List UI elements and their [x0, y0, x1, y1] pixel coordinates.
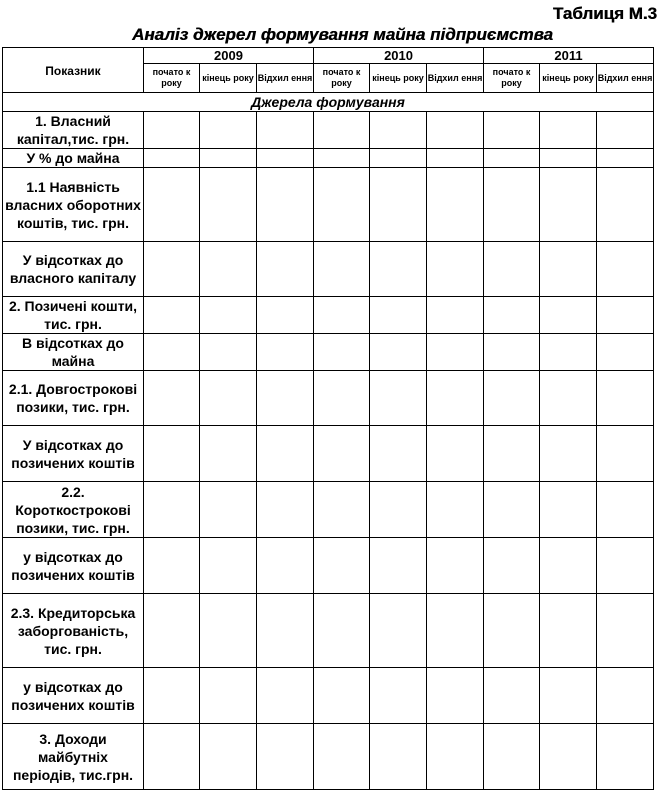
table-cell[interactable] [200, 668, 257, 724]
table-cell[interactable] [484, 482, 540, 538]
table-cell[interactable] [597, 334, 654, 371]
table-row [3, 149, 654, 168]
table-cell[interactable] [484, 149, 540, 168]
table-cell[interactable] [144, 371, 200, 426]
table-cell[interactable] [314, 538, 370, 594]
table-cell[interactable] [484, 594, 540, 668]
table-cell[interactable] [484, 724, 540, 790]
row-label: У відсотках до власного капіталу [3, 242, 144, 297]
table-cell[interactable] [597, 426, 654, 482]
row-label: у відсотках до позичених коштів [3, 668, 144, 724]
table-cell[interactable] [200, 482, 257, 538]
table-cell[interactable] [200, 168, 257, 242]
row-label: У відсотках до позичених коштів [3, 426, 144, 482]
table-row [3, 168, 654, 242]
start-of-year-header: почато к року [484, 64, 540, 93]
year-header: 2009 [144, 48, 314, 64]
table-cell[interactable] [314, 112, 370, 149]
table-number: Таблиця М.3 [552, 4, 657, 23]
table-cell[interactable] [314, 371, 370, 426]
table-cell[interactable] [144, 426, 200, 482]
row-label: 2.3. Кредиторська заборгованість, тис. грн. [3, 594, 144, 668]
deviation-header: Відхил ення [427, 64, 484, 93]
table-cell[interactable] [540, 334, 597, 371]
table-cell[interactable] [540, 538, 597, 594]
table-cell[interactable] [257, 297, 314, 334]
table-cell[interactable] [200, 594, 257, 668]
table-cell[interactable] [540, 482, 597, 538]
table-cell[interactable] [200, 297, 257, 334]
table-cell[interactable] [200, 538, 257, 594]
table-cell[interactable] [427, 724, 484, 790]
table-cell[interactable] [144, 724, 200, 790]
table-cell[interactable] [314, 297, 370, 334]
deviation-header: Відхил ення [257, 64, 314, 93]
table-cell[interactable] [314, 668, 370, 724]
table-row [3, 297, 654, 334]
table-cell[interactable] [427, 594, 484, 668]
table-cell[interactable] [484, 538, 540, 594]
table-cell[interactable] [427, 482, 484, 538]
table-cell[interactable] [314, 426, 370, 482]
table-cell[interactable] [314, 594, 370, 668]
end-of-year-header: кінець року [540, 64, 597, 93]
table-cell[interactable] [484, 242, 540, 297]
row-label: 1.1 Наявність власних оборотних коштів, тис. грн. [3, 168, 144, 242]
table-cell[interactable] [484, 426, 540, 482]
table-cell[interactable] [144, 482, 200, 538]
table-cell[interactable] [427, 668, 484, 724]
table-cell[interactable] [370, 482, 427, 538]
section-row [3, 93, 654, 112]
table-cell[interactable] [540, 668, 597, 724]
table-cell[interactable] [144, 297, 200, 334]
row-label: у відсотках до позичених коштів [3, 538, 144, 594]
table-cell[interactable] [540, 297, 597, 334]
table-row [3, 482, 654, 538]
table-cell[interactable] [200, 724, 257, 790]
table-cell[interactable] [540, 724, 597, 790]
table-row [3, 538, 654, 594]
table-cell[interactable] [597, 668, 654, 724]
table-cell[interactable] [597, 297, 654, 334]
table-cell[interactable] [484, 168, 540, 242]
table-title: Аналіз джерел формування майна підприємства [132, 25, 553, 44]
table-cell[interactable] [200, 426, 257, 482]
table-cell[interactable] [314, 149, 370, 168]
table-cell[interactable] [484, 112, 540, 149]
table-cell[interactable] [144, 149, 200, 168]
table-cell[interactable] [540, 371, 597, 426]
table-cell[interactable] [484, 668, 540, 724]
row-label: 2.2. Короткострокові позики, тис. грн. [3, 482, 144, 538]
table-cell[interactable] [257, 371, 314, 426]
table-cell[interactable] [540, 594, 597, 668]
table-cell[interactable] [484, 334, 540, 371]
table-cell[interactable] [597, 242, 654, 297]
table-cell[interactable] [257, 112, 314, 149]
table-cell[interactable] [200, 334, 257, 371]
table-cell[interactable] [427, 371, 484, 426]
table-cell[interactable] [427, 538, 484, 594]
table-cell[interactable] [257, 334, 314, 371]
table-cell[interactable] [314, 168, 370, 242]
table-cell[interactable] [314, 724, 370, 790]
table-cell[interactable] [257, 168, 314, 242]
table-cell[interactable] [314, 242, 370, 297]
table-cell[interactable] [540, 168, 597, 242]
table-row [3, 426, 654, 482]
table-cell[interactable] [314, 482, 370, 538]
table-cell[interactable] [144, 668, 200, 724]
indicator-header: Показник [3, 48, 144, 93]
table-cell[interactable] [484, 297, 540, 334]
table-body [3, 93, 654, 790]
table-cell[interactable] [144, 112, 200, 149]
row-label: 1. Власний капітал,тис. грн. [3, 112, 144, 149]
row-label: В відсотках до майна [3, 334, 144, 371]
table-cell[interactable] [200, 242, 257, 297]
row-label: 2.1. Довгострокові позики, тис. грн. [3, 371, 144, 426]
table-cell[interactable] [257, 538, 314, 594]
table-cell[interactable] [540, 242, 597, 297]
table-cell[interactable] [597, 168, 654, 242]
table-cell[interactable] [200, 371, 257, 426]
table-cell[interactable] [257, 594, 314, 668]
table-row [3, 724, 654, 790]
table-cell[interactable] [370, 297, 427, 334]
table-cell[interactable] [144, 538, 200, 594]
table-cell[interactable] [370, 334, 427, 371]
start-of-year-header: почато к року [314, 64, 370, 93]
table-row [3, 371, 654, 426]
table-cell[interactable] [370, 538, 427, 594]
table-cell[interactable] [427, 334, 484, 371]
end-of-year-header: кінець року [370, 64, 427, 93]
row-label: 2. Позичені кошти, тис. грн. [3, 297, 144, 334]
table-cell[interactable] [144, 594, 200, 668]
table-cell[interactable] [257, 668, 314, 724]
row-label: 3. Доходи майбутніх періодів, тис.грн. [3, 724, 144, 790]
table-cell[interactable] [200, 149, 257, 168]
table-cell[interactable] [257, 426, 314, 482]
table-cell[interactable] [597, 371, 654, 426]
table-cell[interactable] [484, 371, 540, 426]
table-cell[interactable] [427, 168, 484, 242]
table-cell[interactable] [257, 482, 314, 538]
table-cell[interactable] [257, 242, 314, 297]
table-cell[interactable] [427, 426, 484, 482]
start-of-year-header: почато к року [144, 64, 200, 93]
deviation-header: Відхил ення [597, 64, 654, 93]
table-cell[interactable] [144, 168, 200, 242]
table-cell[interactable] [597, 112, 654, 149]
table-cell[interactable] [200, 112, 257, 149]
table-cell[interactable] [257, 724, 314, 790]
table-cell[interactable] [370, 112, 427, 149]
table-cell[interactable] [370, 668, 427, 724]
source-analysis-table [2, 47, 654, 790]
table-cell[interactable] [144, 334, 200, 371]
table-row [3, 334, 654, 371]
table-cell[interactable] [427, 297, 484, 334]
table-cell[interactable] [597, 724, 654, 790]
table-cell[interactable] [370, 594, 427, 668]
end-of-year-header: кінець року [200, 64, 257, 93]
table-header [3, 48, 654, 93]
table-cell[interactable] [597, 538, 654, 594]
table-row [3, 668, 654, 724]
table-row [3, 112, 654, 149]
table-cell[interactable] [314, 334, 370, 371]
table-cell[interactable] [427, 112, 484, 149]
year-header: 2011 [484, 48, 654, 64]
table-cell[interactable] [597, 149, 654, 168]
table-cell[interactable] [427, 242, 484, 297]
table-cell[interactable] [370, 724, 427, 790]
table-row [3, 242, 654, 297]
table-row [3, 594, 654, 668]
section-title: Джерела формування [3, 93, 654, 112]
row-label: У % до майна [3, 149, 144, 168]
table-cell[interactable] [144, 242, 200, 297]
year-header: 2010 [314, 48, 484, 64]
table-cell[interactable] [257, 149, 314, 168]
table-cell[interactable] [370, 242, 427, 297]
table-cell[interactable] [427, 149, 484, 168]
table-cell[interactable] [370, 371, 427, 426]
table-cell[interactable] [540, 149, 597, 168]
table-cell[interactable] [370, 168, 427, 242]
table-cell[interactable] [597, 594, 654, 668]
table-cell[interactable] [370, 426, 427, 482]
table-cell[interactable] [540, 112, 597, 149]
table-cell[interactable] [597, 482, 654, 538]
table-cell[interactable] [540, 426, 597, 482]
table-cell[interactable] [370, 149, 427, 168]
